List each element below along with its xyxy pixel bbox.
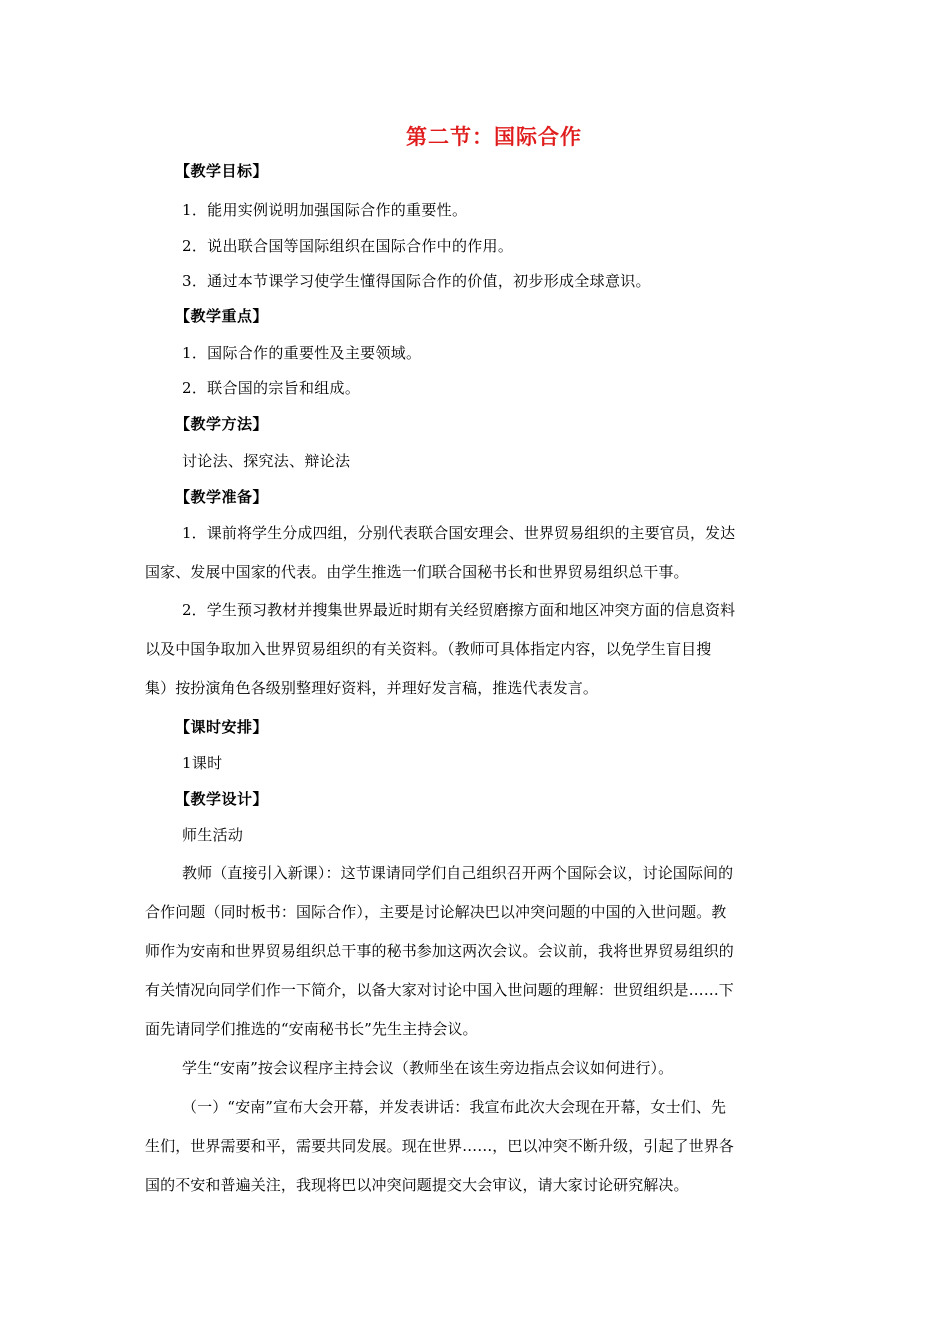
design-line: 合作问题（同时板书：国际合作），主要是讨论解决巴以冲突问题的中国的入世问题。教 xyxy=(145,903,727,921)
heading-teaching-design: 【教学设计】 xyxy=(175,790,269,808)
heading-schedule: 【课时安排】 xyxy=(175,718,269,736)
heading-key-points: 【教学重点】 xyxy=(175,307,269,325)
heading-teaching-goals: 【教学目标】 xyxy=(175,162,269,180)
goal-item: 1．能用实例说明加强国际合作的重要性。 xyxy=(182,201,468,219)
design-line: 有关情况向同学们作一下简介，以备大家对讨论中国入世问题的理解：世贸组织是……下 xyxy=(145,981,734,999)
design-line: 面先请同学们推选的“安南秘书长”先生主持会议。 xyxy=(145,1020,478,1038)
preparation-line: 2．学生预习教材并搜集世界最近时期有关经贸磨擦方面和地区冲突方面的信息资料 xyxy=(182,601,736,619)
design-line: 生们，世界需要和平，需要共同发展。现在世界……，巴以冲突不断升级，引起了世界各 xyxy=(145,1137,734,1155)
goal-item: 3．通过本节课学习使学生懂得国际合作的价值，初步形成全球意识。 xyxy=(182,272,651,290)
design-subheading: 师生活动 xyxy=(182,826,244,844)
heading-teaching-methods: 【教学方法】 xyxy=(175,415,269,433)
preparation-line: 国家、发展中国家的代表。由学生推选一们联合国秘书长和世界贸易组织总干事。 xyxy=(145,563,689,581)
key-point-item: 2．联合国的宗旨和组成。 xyxy=(182,379,361,397)
preparation-line: 以及中国争取加入世界贸易组织的有关资料。（教师可具体指定内容，以免学生盲目搜 xyxy=(145,640,712,658)
design-line: 国的不安和普遍关注，我现将巴以冲突问题提交大会审议，请大家讨论研究解决。 xyxy=(145,1176,689,1194)
preparation-line: 集）按扮演角色各级别整理好资料，并理好发言稿，推选代表发言。 xyxy=(145,679,599,697)
goal-item: 2．说出联合国等国际组织在国际合作中的作用。 xyxy=(182,237,514,255)
heading-teaching-preparation: 【教学准备】 xyxy=(175,488,269,506)
key-point-item: 1．国际合作的重要性及主要领域。 xyxy=(182,344,422,362)
page-title: 第二节：国际合作 xyxy=(406,125,582,149)
schedule-text: 1课时 xyxy=(182,754,223,772)
preparation-line: 1．课前将学生分成四组，分别代表联合国安理会、世界贸易组织的主要官员，发达 xyxy=(182,524,736,542)
methods-text: 讨论法、探究法、辩论法 xyxy=(182,452,351,470)
design-line: 学生“安南”按会议程序主持会议（教师坐在该生旁边指点会议如何进行）。 xyxy=(182,1059,674,1077)
design-line: 师作为安南和世界贸易组织总干事的秘书参加这两次会议。会议前，我将世界贸易组织的 xyxy=(145,942,734,960)
design-line: （一）“安南”宣布大会开幕，并发表讲话：我宣布此次大会现在开幕，女士们、先 xyxy=(182,1098,727,1116)
design-line: 教师（直接引入新课）：这节课请同学们自己组织召开两个国际会议，讨论国际间的 xyxy=(182,864,734,882)
